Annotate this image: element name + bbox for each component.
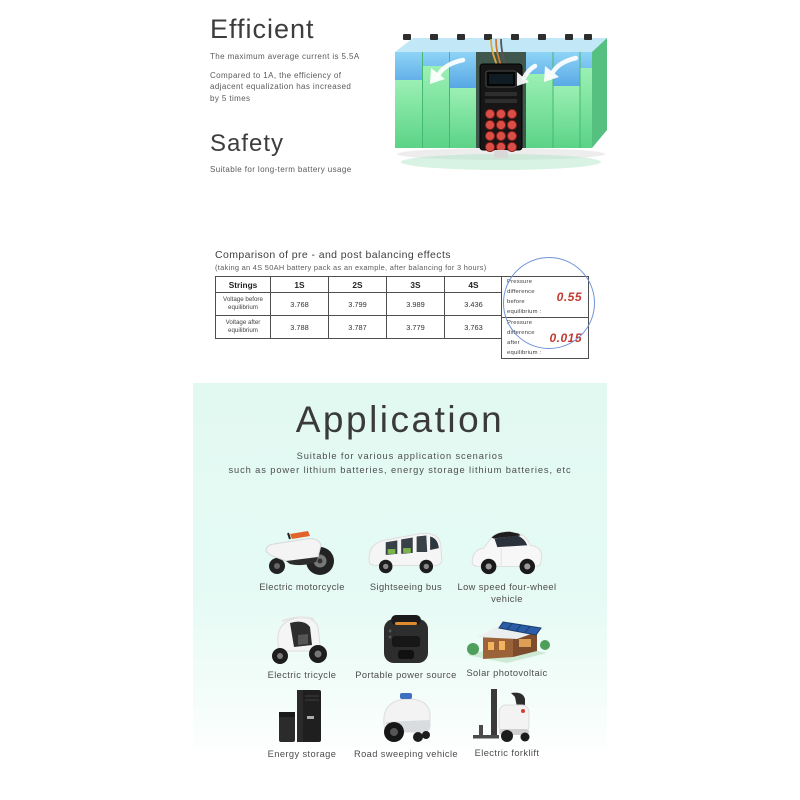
application-item-label: Electric motorcycle [259,582,345,592]
safety-heading: Safety [210,129,285,157]
table-cell: 3.779 [387,316,445,339]
comparison-section [215,249,615,357]
pressure-difference-box [501,276,589,357]
table-cell: 3.768 [271,293,329,316]
table-cell: 3.989 [387,293,445,316]
application-section [193,383,607,790]
application-item-label: Electric forklift [474,748,540,758]
table-cell: 3.788 [271,316,329,339]
sightseeing-bus-icon [361,523,451,579]
safety-line: Suitable for long-term battery usage [210,164,352,174]
table-cell: 3.436 [445,293,503,316]
column-header: 3S [387,277,445,293]
electric-motorcycle-icon [260,521,344,579]
column-header: Strings [216,277,271,293]
solar-photovoltaic-icon [463,607,551,665]
road-sweeping-vehicle-icon [366,688,446,746]
application-item-label: Portable power source [355,670,457,680]
application-item-label: Road sweeping vehicle [353,749,458,759]
energy-storage-icon [267,686,337,746]
application-heading: Application [295,399,505,440]
row-label: Voltage after equilibrium [216,316,271,339]
pressure-after-row [501,317,589,359]
table-cell: 3.763 [445,316,503,339]
application-subtitle [193,449,607,478]
efficient-paragraph: Compared to 1A, the efficiency of adjacent equalization has increased by 5 times [210,71,352,103]
column-header: 4S [445,277,503,293]
features-block [210,14,380,175]
application-item-label: Solar photovoltaic [466,668,548,678]
application-item-label: Energy storage [267,749,337,759]
application-subtitle-line1: Suitable for various application scenarios [296,451,504,461]
comparison-subtitle: (taking an 4S 50AH battery pack as an example, after balancing for 3 hours) [215,263,487,272]
electric-forklift-icon [467,685,547,745]
table-row [216,293,503,316]
application-item [242,521,362,594]
pressure-before-value: 0.55 [556,290,582,305]
balancing-results-table [215,276,503,339]
pressure-before-label-2: before equilibrium : [507,299,542,316]
application-item-label: Electric tricycle [267,670,337,680]
application-subtitle-line2: such as power lithium batteries, energy storage lithium batteries, etc [228,465,572,476]
table-cell: 3.799 [329,293,387,316]
efficient-heading: Efficient [210,14,315,44]
pressure-after-label-2: after equilibrium : [507,340,542,357]
application-item-label: Low speed four-wheel vehicle [457,582,557,604]
low-speed-four-wheel-vehicle-icon [463,523,551,579]
table-row [216,316,503,339]
pressure-after-label-1: Pressure difference [507,320,535,337]
table-header-row [216,277,503,293]
table-cell: 3.787 [329,316,387,339]
application-item-label: Sightseeing bus [369,582,443,592]
pressure-before-row [501,276,589,318]
row-label: Voltage before equilibrium [216,293,271,316]
pressure-after-value: 0.015 [549,331,582,346]
efficient-line: The maximum average current is 5.5A [210,52,360,61]
battery-pack-balancer-icon [379,22,619,174]
application-item [447,607,567,680]
application-item [242,609,362,682]
application-item [447,685,567,760]
column-header: 1S [271,277,329,293]
portable-power-source-icon [371,609,441,667]
application-item [242,686,362,761]
comparison-title: Comparison of pre - and post balancing effects [215,249,451,261]
pressure-before-label-1: Pressure difference [507,279,535,296]
application-item [447,523,567,605]
column-header: 2S [329,277,387,293]
electric-tricycle-icon [262,609,342,667]
